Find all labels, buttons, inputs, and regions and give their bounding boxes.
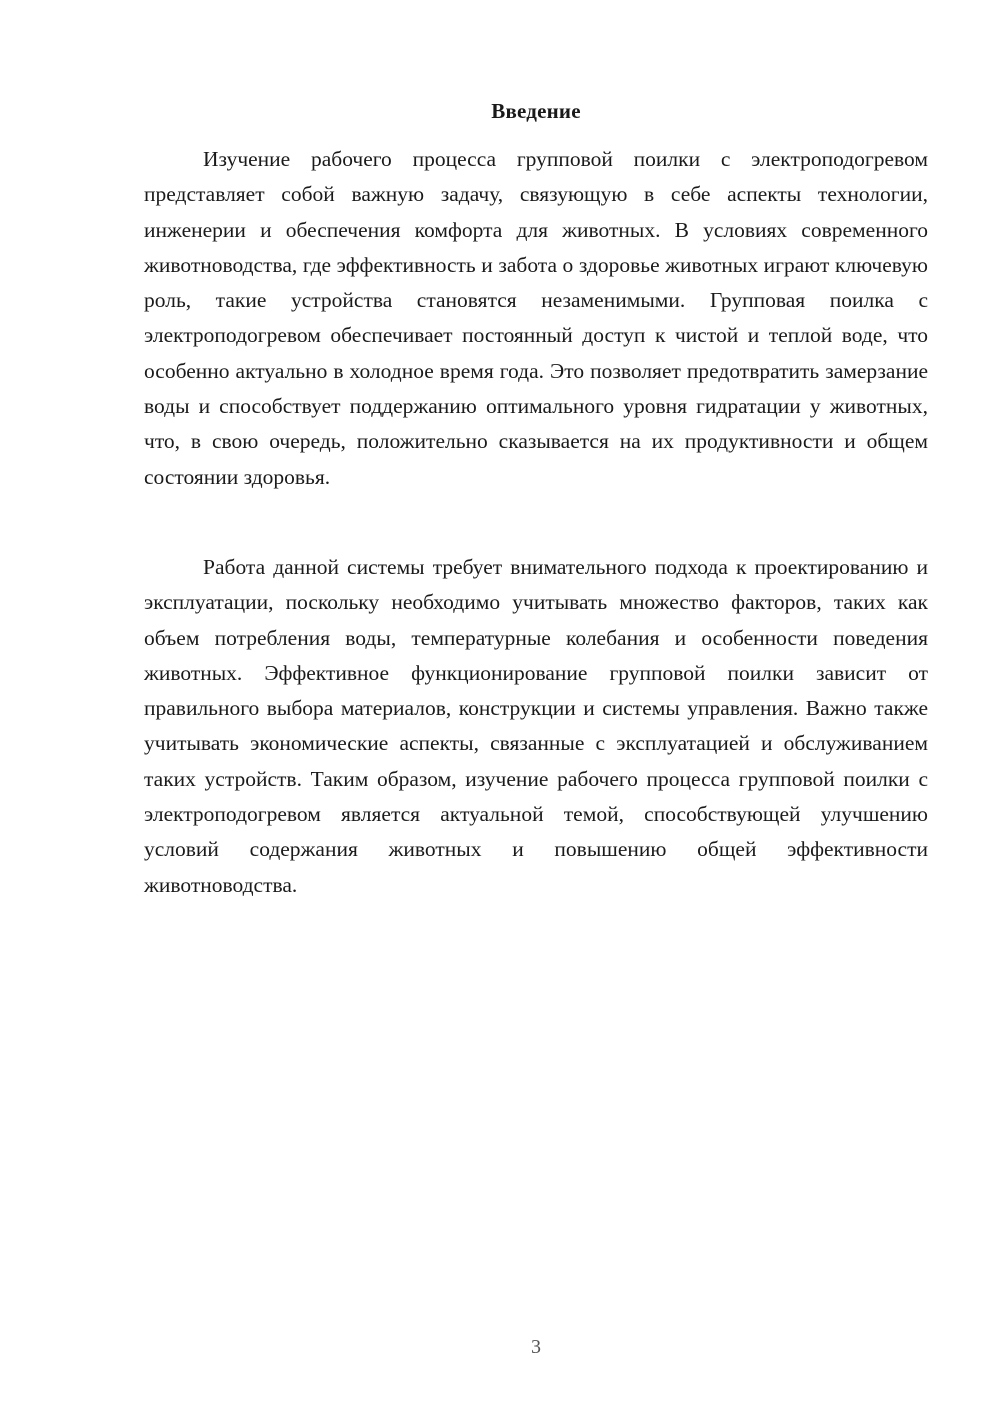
page-number: 3 (531, 1336, 541, 1358)
section-heading: Введение (491, 99, 581, 123)
paragraph-2: Работа данной системы требует внимательного подхода к проектированию и эксплуатации, поскольку необходимо учитывать множество факторов, таких как объем потребления воды, температурные колебания и особенности поведения животных. Эффективное функционирование групповой поилки зависит от правильного выбора материалов, конструкции и системы управления. Важно также учитывать экономические аспекты, связанные с эксплуатацией и обслуживанием таких устройств. Таким образом, изучение рабочего процесса групповой поилки с электроподогревом является актуальной темой, способствующей улучшению условий содержания животных и повышению общей эффективности животноводства. (144, 555, 928, 897)
paragraph-1: Изучение рабочего процесса групповой поилки с электроподогревом представляет собой важную задачу, связующую в себе аспекты технологии, инженерии и обеспечения комфорта для животных. В условиях современного животноводства, где эффективность и забота о здоровье животных играют ключевую роль, такие устройства становятся незаменимыми. Групповая поилка с электроподогревом обеспечивает постоянный доступ к чистой и теплой воде, что особенно актуально в холодное время года. Это позволяет предотвратить замерзание воды и способствует поддержанию оптимального уровня гидратации у животных, что, в свою очередь, положительно сказывается на их продуктивности и общем состоянии здоровья. (144, 147, 928, 489)
